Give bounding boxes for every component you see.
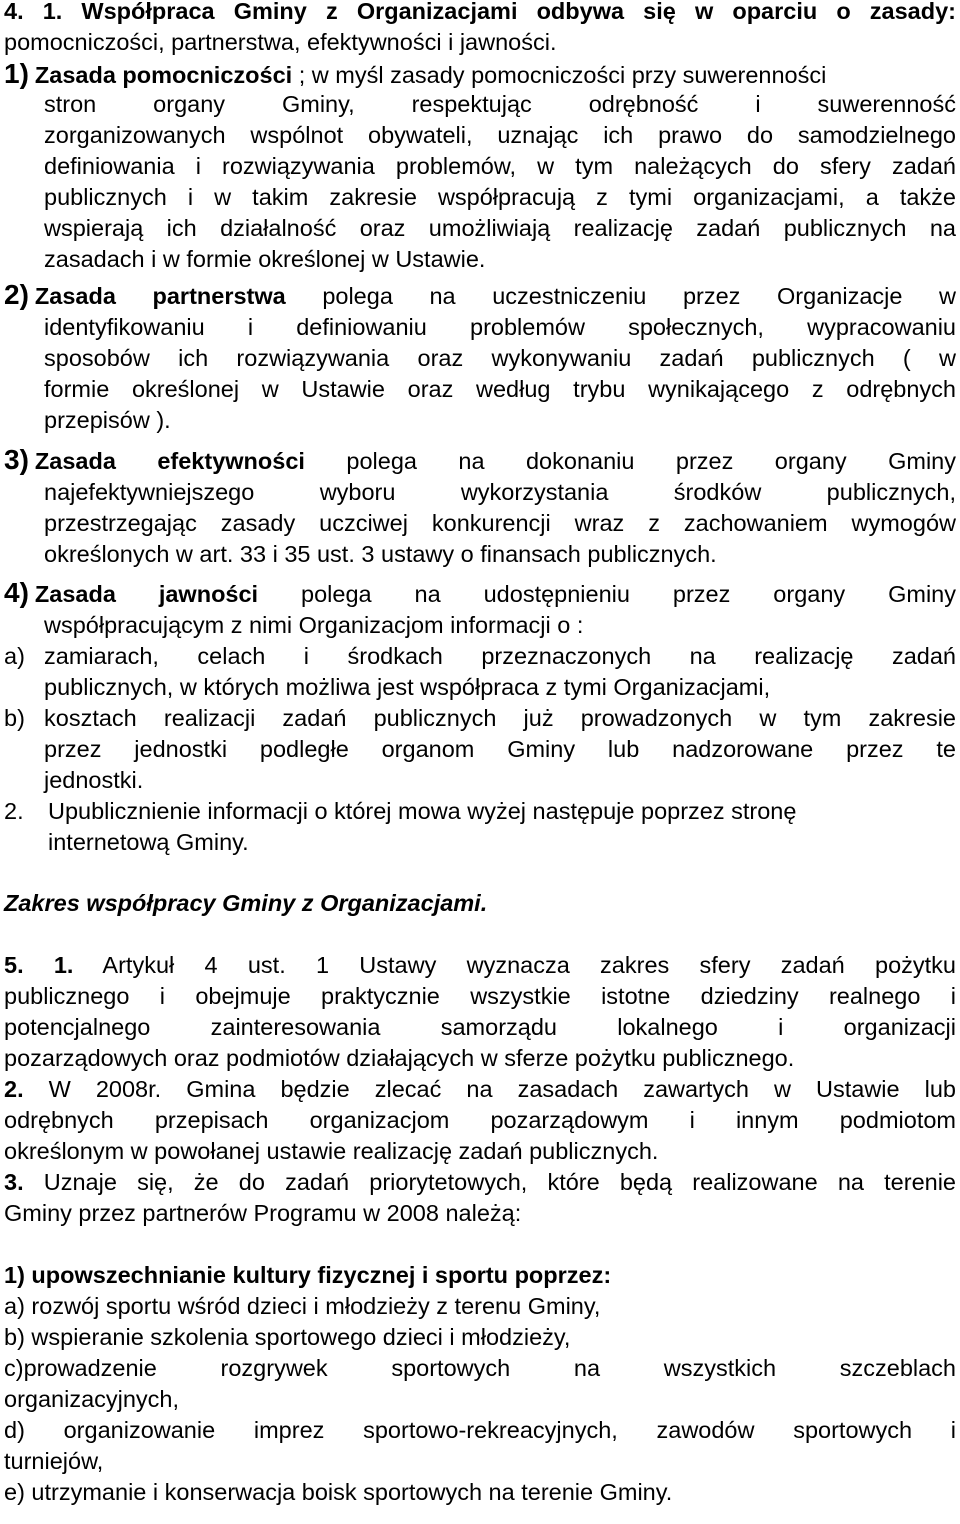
principle-1-line-3: zorganizowanych wspólnot obywateli, uznając ich prawo do samodzielnego <box>44 122 956 148</box>
principle-2-line-1: 2) Zasada partnerstwa polega na uczestniczeniu przez Organizacje w <box>4 279 956 310</box>
principle-4-item-a-line-2: publicznych, w których możliwa jest współpraca z tymi Organizacjami, <box>44 674 771 700</box>
principle-4-item-a-line-1: a) zamiarach, celach i środkach przeznaczonych na realizację zadań <box>4 643 956 669</box>
paragraph-2-line-2: internetową Gminy. <box>48 829 249 855</box>
sport-item-b: b) wspieranie szkolenia sportowego dzieci i młodzieży, <box>4 1324 571 1350</box>
principle-4-line-2: współpracującym z nimi Organizacjom informacji o : <box>44 612 584 638</box>
principle-3-line-1: 3) Zasada efektywności polega na dokonaniu przez organy Gminy <box>4 444 956 475</box>
principle-2-line-2: identyfikowaniu i definiowaniu problemów społecznych, wypracowaniu <box>44 314 956 340</box>
principle-2-line-5: przepisów ). <box>44 407 171 433</box>
section-5-line-2: publicznego i obejmuje praktycznie wszystkie istotne dziedziny realnego i <box>4 983 956 1009</box>
section-5-par-3-line-1: 3. Uznaje się, że do zadań priorytetowych, które będą realizowane na terenie <box>4 1169 956 1195</box>
principle-3-line-3: przestrzegając zasady uczciwej konkurencji wraz z zachowaniem wymogów <box>44 510 956 536</box>
sport-item-c-line-2: organizacyjnych, <box>4 1386 180 1412</box>
principle-4-item-b-line-3: jednostki. <box>44 767 144 793</box>
section-5-par-2-line-1: 2. W 2008r. Gmina będzie zlecać na zasadach zawartych w Ustawie lub <box>4 1076 956 1102</box>
section-5-line-1: 5. 1. Artykuł 4 ust. 1 Ustawy wyznacza zakres sfery zadań pożytku <box>4 952 956 978</box>
principle-1-line-1: 1) Zasada pomocniczości ; w myśl zasady pomocniczości przy suwerenności <box>4 58 827 89</box>
section-heading: Zakres współpracy Gminy z Organizacjami. <box>4 890 488 916</box>
principle-1-line-2: stron organy Gminy, respektując odrębność i suwerenność <box>44 91 956 117</box>
section-5-line-4: pozarządowych oraz podmiotów działających w sferze pożytku publicznego. <box>4 1045 795 1071</box>
principle-1-line-4: definiowania i rozwiązywania problemów, w tym należących do sfery zadań <box>44 153 956 179</box>
sport-item-d-line-2: turniejów, <box>4 1448 104 1474</box>
principle-2-line-3: sposobów ich rozwiązywania oraz wykonywaniu zadań publicznych ( w <box>44 345 956 371</box>
principle-2-line-4: formie określonej w Ustawie oraz według trybu wynikającego z odrębnych <box>44 376 956 402</box>
principle-4-line-1: 4) Zasada jawności polega na udostępnieniu przez organy Gminy <box>4 577 956 608</box>
principle-1-line-5: publicznych i w takim zakresie współpracują z tymi organizacjami, a także <box>44 184 956 210</box>
principle-3-line-4: określonych w art. 33 i 35 ust. 3 ustawy o finansach publicznych. <box>44 541 717 567</box>
section-4-line-1: 4. 1. Współpraca Gminy z Organizacjami odbywa się w oparciu o zasady: <box>4 0 956 24</box>
principle-4-item-b-line-1: b) kosztach realizacji zadań publicznych już prowadzonych w tym zakresie <box>4 705 956 731</box>
principle-3-line-2: najefektywniejszego wyboru wykorzystania środków publicznych, <box>44 479 956 505</box>
sport-item-e: e) utrzymanie i konserwacja boisk sportowych na terenie Gminy. <box>4 1479 673 1505</box>
sport-item-d-line-1: d) organizowanie imprez sportowo-rekreacyjnych, zawodów sportowych i <box>4 1417 956 1443</box>
section-5-par-3-line-2: Gminy przez partnerów Programu w 2008 należą: <box>4 1200 522 1226</box>
sport-item-a: a) rozwój sportu wśród dzieci i młodzieży z terenu Gminy, <box>4 1293 601 1319</box>
sport-item-c-line-1: c)prowadzenie rozgrywek sportowych na wszystkich szczeblach <box>4 1355 956 1381</box>
principle-4-item-b-line-2: przez jednostki podległe organom Gminy lub nadzorowane przez te <box>44 736 956 762</box>
section-4-line-2: pomocniczości, partnerstwa, efektywności i jawności. <box>4 29 557 55</box>
principle-1-line-6: wspierają ich działalność oraz umożliwiają realizację zadań publicznych na <box>44 215 956 241</box>
sport-list-title: 1) upowszechnianie kultury fizycznej i sportu poprzez: <box>4 1262 612 1288</box>
principle-1-line-7: zasadach i w formie określonej w Ustawie. <box>44 246 486 272</box>
section-5-line-3: potencjalnego zainteresowania samorządu lokalnego i organizacji <box>4 1014 956 1040</box>
section-5-par-2-line-3: określonym w powołanej ustawie realizację zadań publicznych. <box>4 1138 659 1164</box>
section-5-par-2-line-2: odrębnych przepisach organizacjom pozarządowym i innym podmiotom <box>4 1107 956 1133</box>
paragraph-2-line-1: 2. Upublicznienie informacji o której mowa wyżej następuje poprzez stronę <box>4 798 797 824</box>
